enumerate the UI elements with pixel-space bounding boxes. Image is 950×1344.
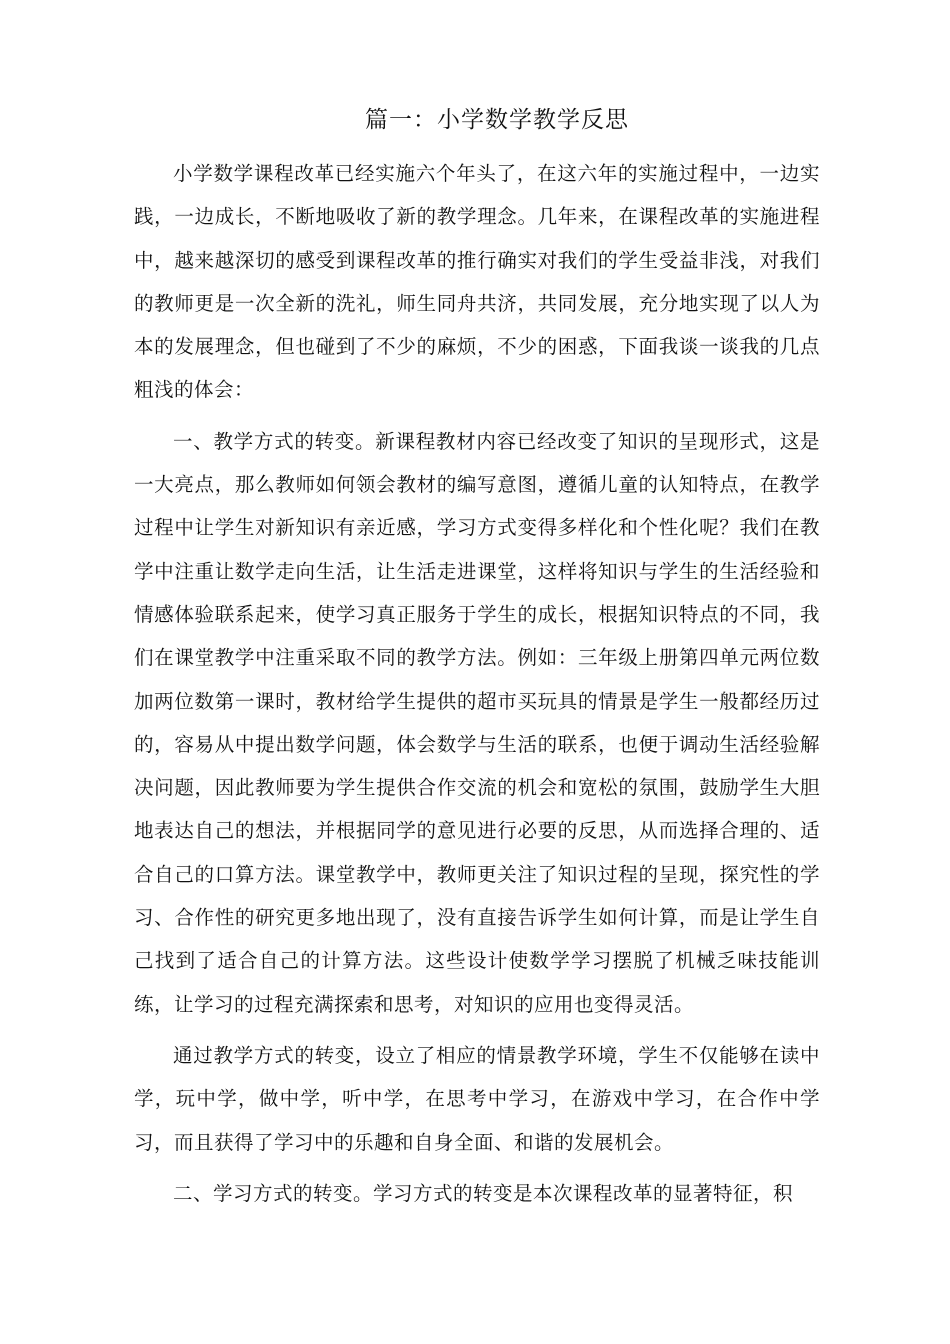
paragraph-teaching-result: 通过教学方式的转变，设立了相应的情景教学环境，学生不仅能够在读中学，玩中学，做中学，听中学，在思考中学习，在游戏中学习，在合作中学习，而且获得了学习中的乐趣和自身全面、和谐的发展机会。 xyxy=(134,1043,820,1154)
document-title: 篇一：小学数学教学反思 xyxy=(365,107,629,133)
document-body xyxy=(134,152,820,1215)
paragraph-intro: 小学数学课程改革已经实施六个年头了，在这六年的实施过程中，一边实践，一边成长，不断地吸收了新的教学理念。几年来，在课程改革的实施进程中，越来越深切的感受到课程改革的推行确实对我们的学生受益非浅，对我们的教师更是一次全新的洗礼，师生同舟共济，共同发展，充分地实现了以人为本的发展理念，但也碰到了不少的麻烦，不少的困惑，下面我谈一谈我的几点粗浅的体会： xyxy=(134,162,820,402)
paragraph-learning-method: 二、学习方式的转变。学习方式的转变是本次课程改革的显著特征，积 xyxy=(173,1181,794,1205)
paragraph-teaching-method: 一、教学方式的转变。新课程教材内容已经改变了知识的呈现形式，这是一大亮点，那么教师如何领会教材的编写意图，遵循儿童的认知特点，在教学过程中让学生对新知识有亲近感，学习方式变得多样化和个性化呢？我们在教学中注重让数学走向生活，让生活走进课堂，这样将知识与学生的生活经验和情感体验联系起来，使学习真正服务于学生的成长，根据知识特点的不同，我们在课堂教学中注重采取不同的教学方法。例如：三年级上册第四单元两位数加两位数第一课时，教材给学生提供的超市买玩具的情景是学生一般都经历过的，容易从中提出数学问题，体会数学与生活的联系，也便于调动生活经验解决问题，因此教师要为学生提供合作交流的机会和宽松的氛围，鼓励学生大胆地表达自己的想法，并根据同学的意见进行必要的反思，从而选择合理的、适合自己的口算方法。课堂教学中，教师更关注了知识过程的呈现，探究性的学习、合作性的研究更多地出现了，没有直接告诉学生如何计算，而是让学生自己找到了适合自己的计算方法。这些设计使数学学习摆脱了机械乏味技能训练，让学习的过程充满探索和思考，对知识的应用也变得灵活。 xyxy=(134,429,820,1016)
